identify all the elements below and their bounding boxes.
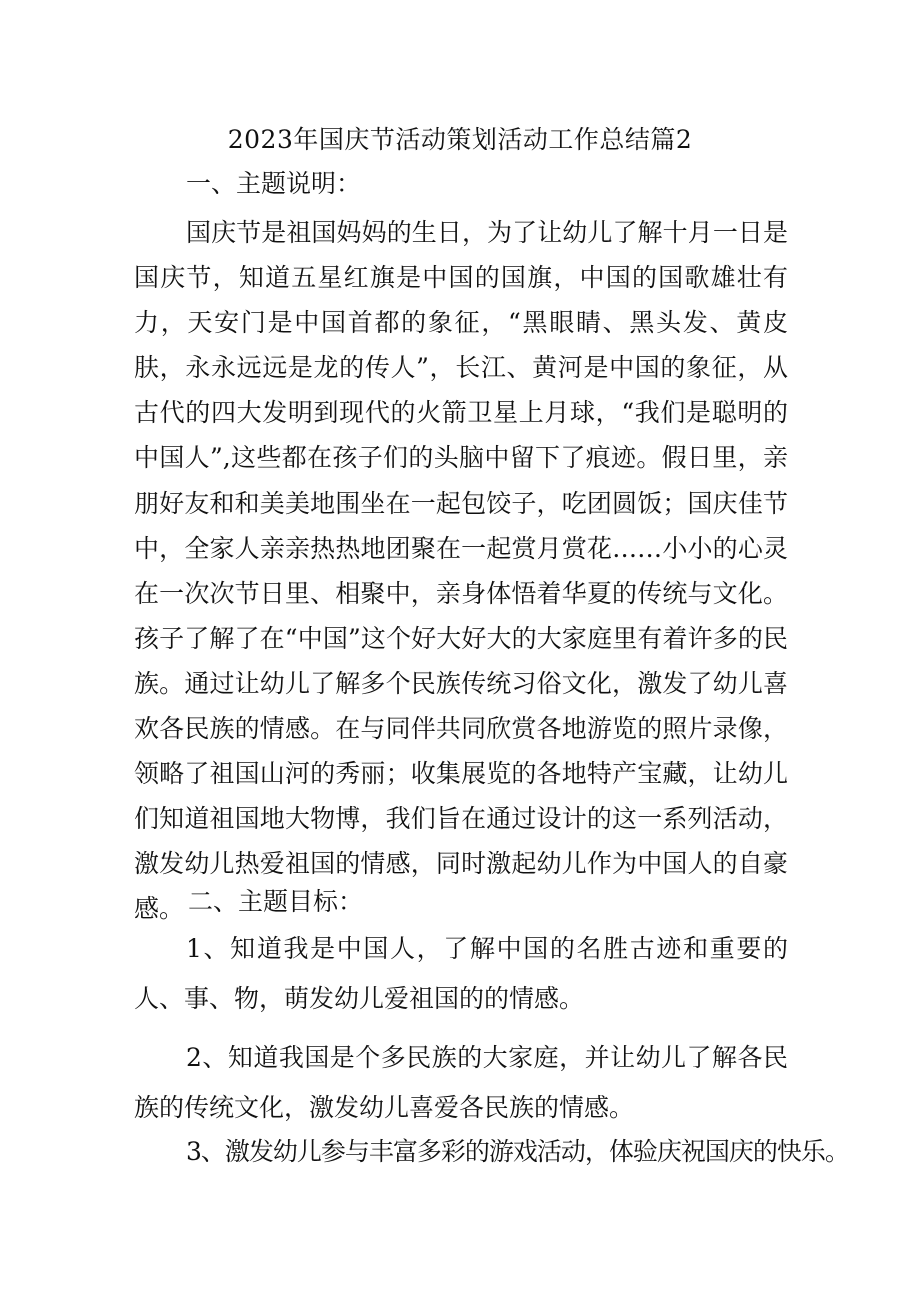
goal-item-1: 1、知道我是中国人，了解中国的名胜古迹和重要的人、事、物，萌发幼儿爱祖国的的情感。 bbox=[134, 934, 788, 1013]
section-heading-theme-description: 一、主题说明： bbox=[186, 169, 362, 198]
goal-item-3: 3、激发幼儿参与丰富多彩的游戏活动，体验庆祝国庆的快乐。 bbox=[186, 1137, 849, 1166]
theme-description-paragraph: 国庆节是祖国妈妈的生日，为了让幼儿了解十月一日是国庆节，知道五星红旗是中国的国旗，中国的国歌雄壮有力，天安门是中国首都的象征，“黑眼睛、黑头发、黄皮肤，永永远远是龙的传人”，长江、黄河是中国的象征，从古代的四大发明到现代的火箭卫星上月球，“我们是聪明的中国人”,这些都在孩子们的头脑中留下了痕迹。假日里，亲朋好友和和美美地围坐在一起包饺子，吃团圆饭；国庆佳节中，全家人亲亲热热地团聚在一起赏月赏花……小小的心灵在一次次节日里、相聚中，亲身体悟着华夏的传统与文化。孩子了解了在“中国”这个好大好大的大家庭里有着许多的民族。通过让幼儿了解多个民族传统习俗文化，激发了幼儿喜欢各民族的情感。在与同伴共同欣赏各地游览的照片录像，领略了祖国山河的秀丽；收集展览的各地特产宝藏，让幼儿们知道祖国地大物博，我们旨在通过设计的这一系列活动，激发幼儿热爱祖国的情感，同时激起幼儿作为中国人的自豪感。 bbox=[134, 218, 788, 924]
section-heading-theme-goals: 二、主题目标： bbox=[188, 887, 364, 916]
goal-item-2: 2、知道我国是个多民族的大家庭，并让幼儿了解各民族的传统文化，激发幼儿喜爱各民族的情感。 bbox=[134, 1043, 788, 1122]
document-title: 2023年国庆节活动策划活动工作总结篇2 bbox=[227, 125, 693, 154]
